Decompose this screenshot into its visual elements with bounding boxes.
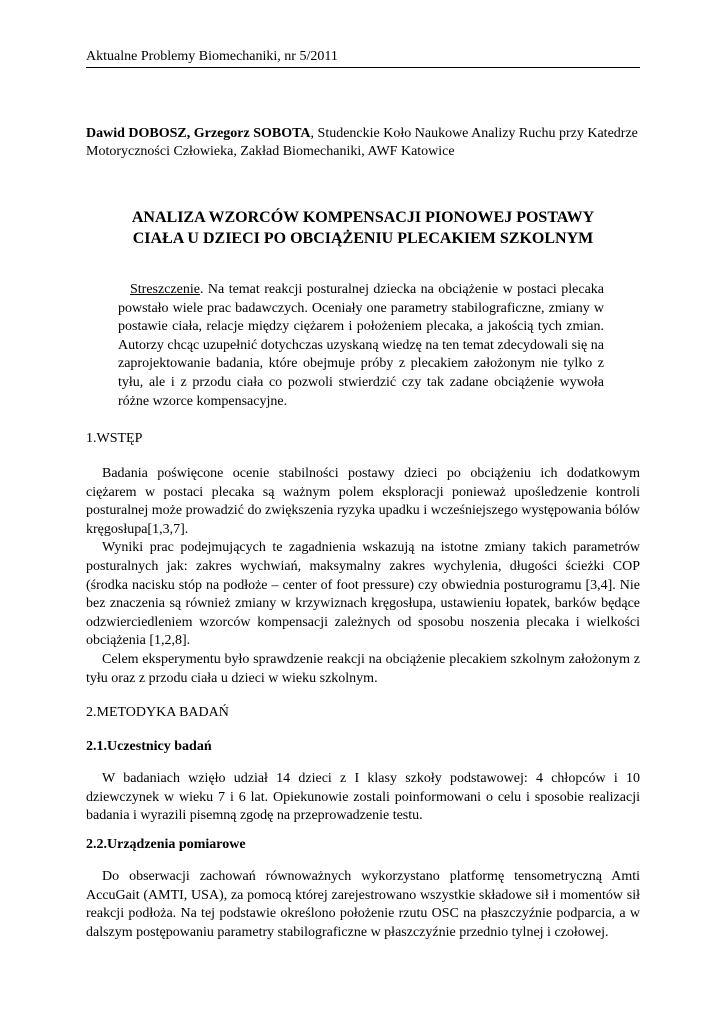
author-affiliation: , Studenckie Koło Naukowe Analizy Ruchu przy Katedrze Motoryczności Człowieka, Zakład Biomechaniki, AWF Katowice [86,126,638,159]
paragraph: Wyniki prac podejmujących te zagadnienia wskazują na istotne zmiany takich parametrów posturalnych jak: zakres wychwiań, maksymalny zakres wychylenia, długości ścieżki COP (środka nacisku stóp na podłoże – center of foot pressure) czy obwiednia posturogramu [3,4]. Nie bez znaczenia są również zmiany w krzywiznach kręgosłupa, ustawieniu łopatek, barków będące odzwierciedleniem wzorców kompensacji zależnych od sposobu noszenia plecaka i wielkości obciążenia [1,2,8]. [86,540,640,649]
title-line-2: CIAŁA U DZIECI PO OBCIĄŻENIU PLECAKIEM SZKOLNYM [132,230,594,247]
subsection-heading-equipment: 2.2.Urządzenia pomiarowe [86,837,246,852]
section-heading-methods: 2.METODYKA BADAŃ [86,705,229,720]
abstract-text: . Na temat reakcji posturalnej dziecka na obciążenie w postaci plecaka powstało wiele prac badawczych. Oceniały one parametry stabilograficzne, zmiany w postawie ciała, relacje między ciężarem i położeniem plecaka, a jakością tych zmian. Autorzy chcąc uzupełnić dotychczas uzyskaną wiedzę na ten temat zdecydowali się na zaprojektowanie badania, które obejmuje próby z plecakiem założonym nie tylko z tyłu, ale i z przodu ciała co pozwoli stwierdzić czy tak zadane obciążenie wywoła różne wzorce kompensacyjne. [118,282,604,409]
title-line-1: ANALIZA WZORCÓW KOMPENSACJI PIONOWEJ POSTAWY [131,209,595,226]
section-introduction-body [86,465,640,688]
paragraph: Celem eksperymentu było sprawdzenie reakcji na obciążenie plecakiem szkolnym założonym z tyłu oraz z przodu ciała u dzieci w wieku szkolnym. [86,651,640,686]
abstract-label: Streszczenie [130,282,200,297]
paragraph: Do obserwacji zachowań równoważnych wykorzystano platformę tensometryczną Amti AccuGait (AMTI, USA), za pomocą której zarejestrowano wszystkie składowe sił i momentów sił reakcji podłoża. Na tej podstawie określono położenie rzutu OSC na płaszczyźnie podparcia, a w dalszym postępowaniu parametry stabilograficzne w płaszczyźnie przednio tylnej i czołowej. [86,869,640,940]
subsection-equipment-body [86,868,640,942]
author-line [86,125,646,161]
paper-title [86,207,640,249]
paragraph: Badania poświęcone ocenie stabilności postawy dzieci po obciążeniu ich dodatkowym ciężarem w postaci plecaka są ważnym polem eksploracji ponieważ upośledzenie kontroli posturalnej może prowadzić do zwiększenia ryzyka upadku i wcześniejszego występowania bólów kręgosłupa[1,3,7]. [86,466,640,537]
running-header: Aktualne Problemy Biomechaniki, nr 5/2011 [86,49,640,68]
abstract [118,281,604,411]
author-names: Dawid DOBOSZ, Grzegorz SOBOTA [86,126,311,141]
section-heading-introduction: 1.WSTĘP [86,431,143,446]
subsection-heading-participants: 2.1.Uczestnicy badań [86,739,212,754]
paragraph: W badaniach wzięło udział 14 dzieci z I klasy szkoły podstawowej: 4 chłopców i 10 dziewczynek w wieku 7 i 6 lat. Opiekunowie zostali poinformowani o celu i sposobie realizacji badania i wyrazili pisemną zgodę na przeprowadzenie testu. [86,771,640,824]
subsection-participants-body [86,770,640,826]
